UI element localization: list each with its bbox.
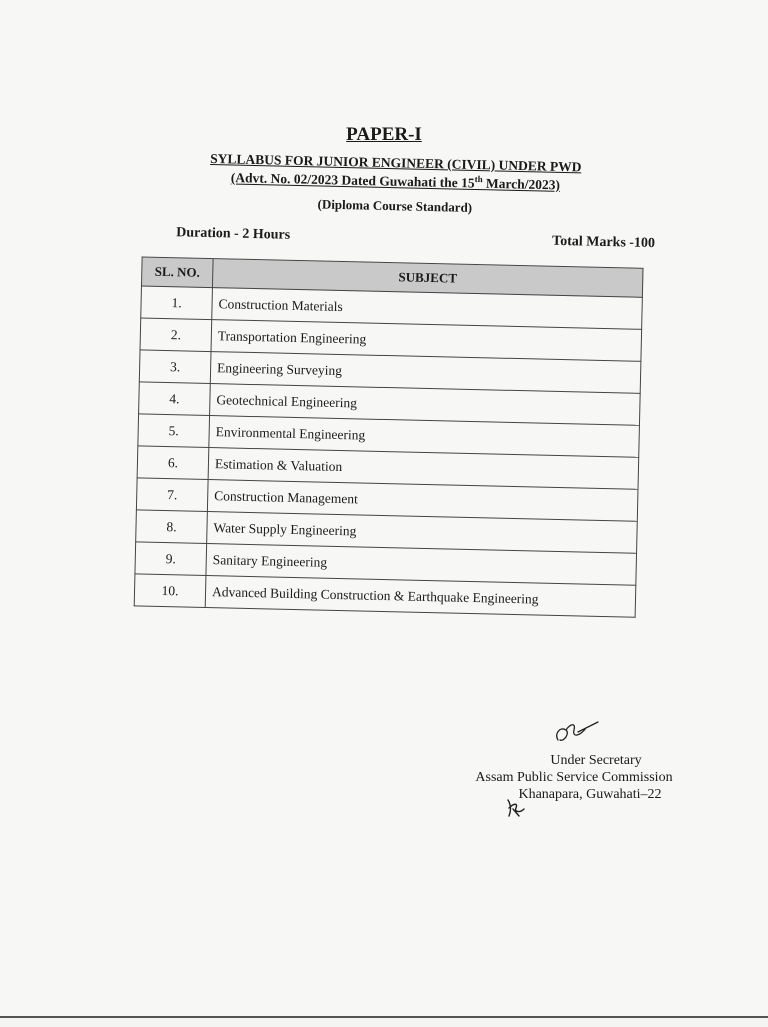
row-subject: Construction Materials (212, 288, 643, 330)
row-subject: Transportation Engineering (211, 320, 642, 362)
row-subject: Advanced Building Construction & Earthquake Engineering (205, 576, 636, 618)
row-subject: Sanitary Engineering (206, 544, 637, 586)
row-sl-no: 5. (138, 414, 210, 448)
page-edge-divider (0, 1016, 768, 1018)
row-subject: Geotechnical Engineering (210, 384, 641, 426)
row-sl-no: 2. (140, 318, 212, 352)
total-marks: Total Marks -100 (551, 233, 656, 252)
row-sl-no: 1. (141, 286, 213, 320)
course-standard: (Diploma Course Standard) (317, 196, 473, 215)
row-subject: Construction Management (207, 480, 638, 522)
advt-date-suffix: th (474, 173, 483, 185)
row-subject: Engineering Surveying (210, 352, 641, 394)
initials-mark (505, 797, 527, 819)
row-sl-no: 6. (137, 446, 209, 480)
page-title: PAPER-I (346, 124, 422, 145)
syllabus-subtitle: SYLLABUS FOR JUNIOR ENGINEER (CIVIL) UNDER PWD (210, 150, 582, 175)
signatory-address: Khanapara, Guwahati–22 (518, 787, 662, 802)
row-sl-no: 10. (134, 574, 206, 608)
row-sl-no: 3. (139, 350, 211, 384)
row-sl-no: 9. (135, 542, 207, 576)
signatory-organization: Assam Public Service Commission (475, 770, 673, 785)
row-sl-no: 4. (139, 382, 211, 416)
row-sl-no: 7. (136, 478, 208, 512)
header-sl-no: SL. NO. (141, 257, 213, 288)
header-subject: SUBJECT (212, 259, 643, 298)
row-subject: Environmental Engineering (209, 416, 640, 458)
row-subject: Water Supply Engineering (207, 512, 638, 554)
row-sl-no: 8. (136, 510, 208, 544)
exam-duration: Duration - 2 Hours (176, 225, 291, 243)
advt-suffix: March/2023) (482, 175, 561, 193)
signatory-designation: Under Secretary (550, 753, 642, 768)
advt-prefix: (Advt. No. 02/2023 Dated Guwahati the 15 (230, 169, 475, 191)
signature-mark (552, 716, 604, 748)
row-subject: Estimation & Valuation (208, 448, 639, 490)
syllabus-table (134, 256, 644, 617)
